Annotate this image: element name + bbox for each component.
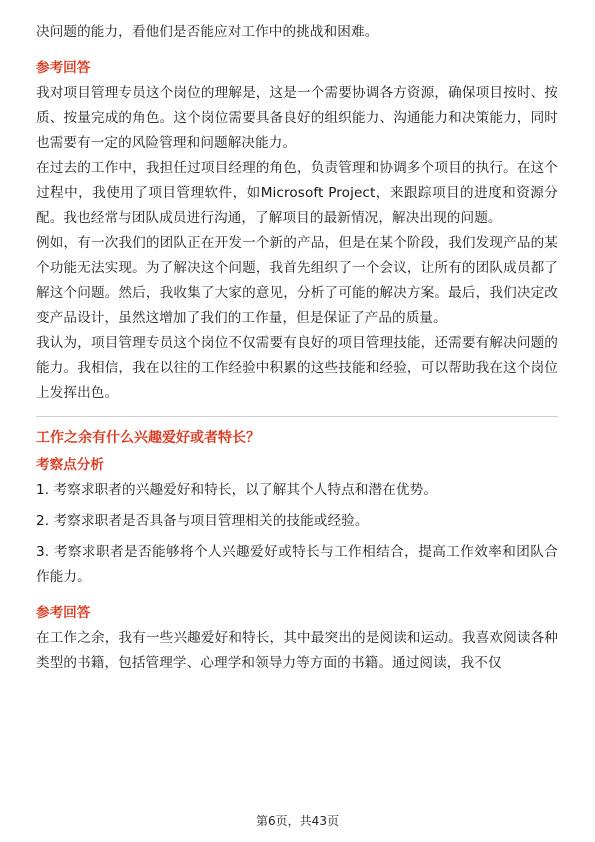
section-divider [36, 416, 558, 417]
page-content [36, 20, 558, 676]
answer-paragraph: 例如，有一次我们的团队正在开发一个新的产品，但是在某个阶段，我们发现产品的某个功能无法实现。为了解决这个问题，我首先组织了一个会议，让所有的团队成员都了解这个问题。然后，我收集了大家的意见，分析了可能的解决方案。最后，我们决定改变产品设计，虽然这增加了我们的工作量，但是保证了产品的质量。 [36, 235, 558, 326]
analysis-list-item: 2. 考察求职者是否具备与项目管理相关的技能或经验。 [36, 513, 369, 529]
intro-paragraph-tail: 决问题的能力，看他们是否能应对工作中的挑战和困难。 [36, 24, 379, 40]
answer-paragraph: 在工作之余，我有一些兴趣爱好和特长，其中最突出的是阅读和运动。我喜欢阅读各种类型的书籍，包括管理学、心理学和领导力等方面的书籍。通过阅读，我不仅 [36, 630, 558, 671]
answer-paragraph: 我对项目管理专员这个岗位的理解是，这是一个需要协调各方资源，确保项目按时、按质、按量完成的角色。这个岗位需要具备良好的组织能力、沟通能力和决策能力，同时也需要有一定的风险管理和问题解决能力。 [36, 85, 558, 151]
analysis-list-item: 1. 考察求职者的兴趣爱好和特长，以了解其个人特点和潜在优势。 [36, 482, 438, 498]
answer-paragraph: 在过去的工作中，我担任过项目经理的角色，负责管理和协调多个项目的执行。在这个过程中，我使用了项目管理软件，如Microsoft Project，来跟踪项目的进度和资源分配。我也经常与团队成员进行沟通，了解项目的最新情况，解决出现的问题。 [36, 160, 558, 226]
answer-paragraph: 我认为，项目管理专员这个岗位不仅需要有良好的项目管理技能，还需要有解决问题的能力。我相信，我在以往的工作经验中积累的这些技能和经验，可以帮助我在这个岗位上发挥出色。 [36, 335, 558, 401]
analysis-list-item: 3. 考察求职者是否能够将个人兴趣爱好或特长与工作相结合，提高工作效率和团队合作能力。 [36, 544, 558, 585]
page-number-footer: 第6页，共43页 [256, 814, 339, 828]
reference-answer-heading: 参考回答 [36, 605, 91, 621]
question-title: 工作之余有什么兴趣爱好或者特长？ [36, 430, 260, 446]
reference-answer-heading: 参考回答 [36, 60, 91, 76]
analysis-heading: 考察点分析 [36, 457, 104, 473]
